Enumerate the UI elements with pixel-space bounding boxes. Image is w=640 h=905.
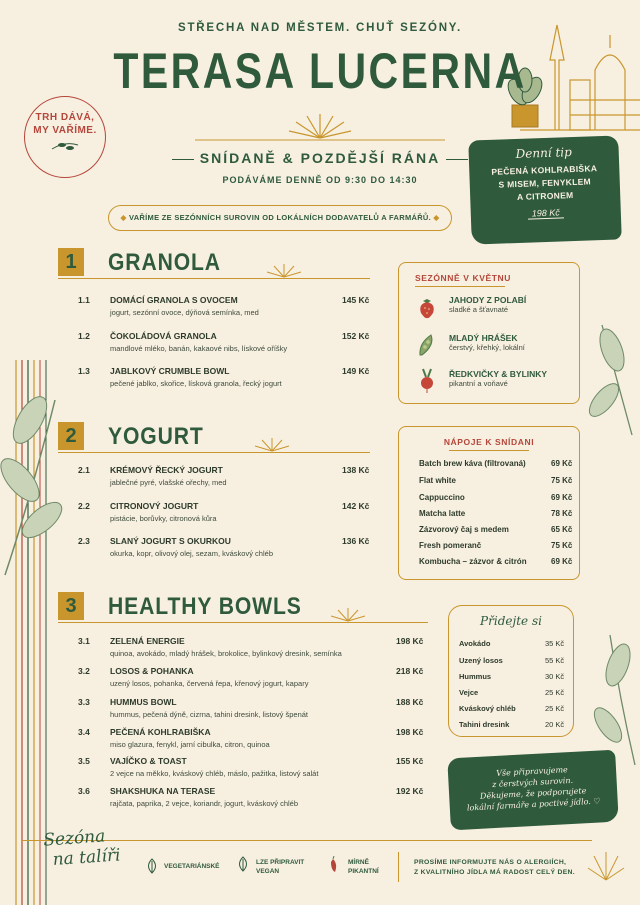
daily-tip-price: 198 Kč xyxy=(528,207,564,219)
peapod-icon xyxy=(417,333,437,357)
tagline: STŘECHA NAD MĚSTEM. CHUŤ SEZÓNY. xyxy=(178,22,462,34)
restaurant-title: TERASA LUCERNA xyxy=(113,43,527,99)
menu-item: 3.2 LOSOS & POHANKA uzený losos, pohanka, červená řepa, křenový jogurt, kapary 218 Kč xyxy=(78,666,424,688)
market-stamp: TRH DÁVÁ, MY VAŘÍME. xyxy=(24,96,106,178)
seasonal-item: ŘEDKVIČKY & BYLINKY pikantní a voňavé xyxy=(449,369,548,388)
drink-price: 78 Kč xyxy=(551,509,573,518)
footer-separator xyxy=(398,852,399,882)
section-title-healthy-bowls: HEALTHY BOWLS xyxy=(108,593,302,620)
drink-price: 75 Kč xyxy=(551,541,573,550)
menu-item: 3.3 HUMMUS BOWL hummus, pečená dýně, cizrna, tahini dresink, listový špenát 188 Kč xyxy=(78,697,424,719)
drink-name: Zázvorový čaj s medem xyxy=(419,525,509,534)
seasonal-item: JAHODY Z POLABÍ sladké a šťavnaté xyxy=(449,295,527,314)
seasonal-box xyxy=(398,262,580,404)
seasonal-title: SEZÓNNĚ V KVĚTNU xyxy=(415,273,512,283)
extra-name: Kváskový chléb xyxy=(459,704,516,713)
drink-name: Batch brew káva (filtrovaná) xyxy=(419,459,526,468)
strawberry-icon xyxy=(417,297,437,319)
extra-price: 30 Kč xyxy=(545,672,565,681)
section-title-yogurt: YOGURT xyxy=(108,423,204,450)
drinks-box xyxy=(398,426,580,580)
section-title-granola: GRANOLA xyxy=(108,249,221,276)
extra-name: Tahini dresink xyxy=(459,720,510,729)
leaf-branch-illustration xyxy=(0,380,70,580)
sprig-icon xyxy=(50,139,80,153)
sunburst-icon xyxy=(326,606,370,622)
extra-name: Uzený losos xyxy=(459,656,503,665)
extra-price: 55 Kč xyxy=(545,656,565,665)
drink-price: 65 Kč xyxy=(551,525,573,534)
section-divider xyxy=(58,278,370,279)
sourcing-banner: ◆ VAŘÍME ZE SEZÓNNÍCH SUROVIN OD LOKÁLNÍCH DODAVATELŮ A FARMÁŘŮ. ◆ xyxy=(108,205,452,231)
menu-item: 3.4 PEČENÁ KOHLRABIŠKA miso glazura, fenykl, jarní cibulka, citron, quinoa 198 Kč xyxy=(78,727,424,749)
daily-tip-text: PEČENÁ KOHLRABIŠKA S MISEM, FENYKLEM A CITRONEM xyxy=(491,163,598,202)
drink-price: 75 Kč xyxy=(551,476,573,485)
menu-item: 1.3 JABLKOVÝ CRUMBLE BOWL pečené jablko, skořice, lísková granola, řecký jogurt 149 Kč xyxy=(78,366,370,388)
drink-name: Cappuccino xyxy=(419,493,465,502)
sunburst-icon xyxy=(262,262,306,278)
legend-spicy: MÍRNĚ PIKANTNÍ xyxy=(348,859,379,875)
section-divider xyxy=(58,452,370,453)
menu-item: 1.2 ČOKOLÁDOVÁ GRANOLA mandlové mléko, banán, kakaové nibs, lískové oříšky 152 Kč xyxy=(78,331,370,353)
footer-script-slogan: Sezóna na talíři xyxy=(42,826,122,871)
heart-icon: ♡ xyxy=(593,796,601,806)
extra-price: 20 Kč xyxy=(545,720,565,729)
extra-name: Avokádo xyxy=(459,639,491,648)
section-number: 1 xyxy=(58,248,84,276)
leaf-illustration-right xyxy=(582,320,640,440)
legend-vegan: LZE PŘIPRAVIT VEGAN xyxy=(256,859,305,875)
menu-item: 1.1 DOMÁCÍ GRANOLA S OVOCEM jogurt, sezónní ovoce, dýňová semínka, med 145 Kč xyxy=(78,295,370,317)
opening-hours: PODÁVÁME DENNĚ OD 9:30 DO 14:30 xyxy=(222,175,418,185)
extra-name: Vejce xyxy=(459,688,479,697)
extras-box xyxy=(448,605,574,737)
drink-price: 69 Kč xyxy=(551,557,573,566)
allergy-notice: PROSÍME INFORMUJTE NÁS O ALERGIÍCH, Z KVALITNÍHO JÍDLA MÁ RADOST CELÝ DEN. xyxy=(414,859,575,876)
daily-tip-heading: Denní tip xyxy=(515,145,573,161)
menu-item: 2.2 CITRONOVÝ JOGURT pistácie, borůvky, citronová kůra 142 Kč xyxy=(78,501,370,523)
drinks-title: NÁPOJE K SNÍDANI xyxy=(443,437,535,447)
menu-item: 3.5 VAJÍČKO & TOAST 2 vejce na měkko, kváskový chléb, máslo, pažitka, listový salát 155 Kč xyxy=(78,756,424,778)
daily-tip-card xyxy=(468,135,622,244)
drink-price: 69 Kč xyxy=(551,493,573,502)
menu-subtitle: SNÍDANĚ & POZDĚJŠÍ RÁNA xyxy=(0,150,640,166)
drink-name: Kombucha – zázvor & citrón xyxy=(419,557,527,566)
menu-item: 3.6 SHAKSHUKA NA TERASE rajčata, paprika, 2 vejce, koriandr, jogurt, kváskový chléb 192 Kč xyxy=(78,786,424,808)
section-number: 3 xyxy=(58,592,84,620)
seasonal-item: MLADÝ HRÁŠEK čerstvý, křehký, lokální xyxy=(449,333,525,352)
extra-price: 35 Kč xyxy=(545,639,565,648)
extra-name: Hummus xyxy=(459,672,492,681)
extra-price: 25 Kč xyxy=(545,704,565,713)
menu-item: 2.1 KRÉMOVÝ ŘECKÝ JOGURT jablečné pyré, vlašské ořechy, med 138 Kč xyxy=(78,465,370,487)
thank-you-note: Vše připravujeme z čerstvých surovin. Děkujeme, že podporujete lokální farmáře a poctivé jídlo. ♡ xyxy=(447,750,619,831)
leaf-icon xyxy=(145,858,159,874)
sunburst-icon xyxy=(250,436,294,452)
section-divider xyxy=(58,622,428,623)
radish-icon xyxy=(417,367,437,393)
drink-name: Flat white xyxy=(419,476,456,485)
extras-title: Přidejte si xyxy=(480,614,542,628)
chili-icon xyxy=(328,856,340,874)
drink-name: Fresh pomeranč xyxy=(419,541,482,550)
legend-vegetarian: VEGETARIÁNSKÉ xyxy=(164,863,220,870)
menu-item: 3.1 ZELENÁ ENERGIE quinoa, avokádo, mladý hrášek, brokolice, bylinkový dresink, semínka 198 Kč xyxy=(78,636,424,658)
drink-price: 69 Kč xyxy=(551,459,573,468)
drink-name: Matcha latte xyxy=(419,509,466,518)
extra-price: 25 Kč xyxy=(545,688,565,697)
vegan-leaf-icon xyxy=(236,856,250,872)
section-number: 2 xyxy=(58,422,84,450)
menu-item: 2.3 SLANÝ JOGURT S OKURKOU okurka, kopr, olivový olej, sezam, kváskový chléb 136 Kč xyxy=(78,536,370,558)
sunburst-divider xyxy=(195,110,445,144)
sunburst-corner-icon xyxy=(586,842,626,882)
